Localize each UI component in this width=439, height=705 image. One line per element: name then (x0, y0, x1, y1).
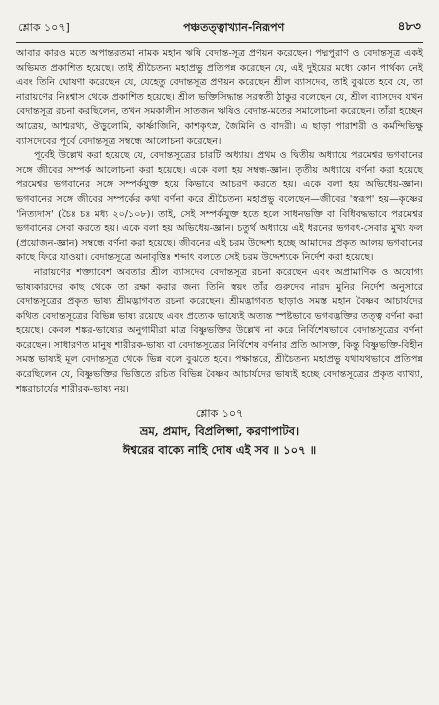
verse-block (16, 405, 423, 460)
chapter-title: পঞ্চতত্ত্বাখ্যান-নিরূপণ (183, 21, 285, 34)
verse-label: শ্লোক ১০৭ (195, 407, 244, 421)
paragraph-1: আবার কারও মতে অপান্তরতমা নামক মহান ঋষি বেদান্ত-সূত্র প্রণয়ন করেছেন। পদ্মপুরাণ ও বেদান্তসূত্র একই অভিমত প্রকাশিত হয়েছে। তাই শ্রীচৈতন্য মহাপ্রভু প্রতিপন্ন করেছেন যে, এই দুইয়ের মধ্যে কোন পার্থক্য নেই এবং তিনি ঘোষণা করেছেন যে, যেহেতু বেদান্তসূত্র প্রণয়ন করেছেন শ্রীল ব্যাসদেব, তাই বুঝতে হবে যে, তা নারায়ণের নিঃশ্বাস থেকে প্রকাশিত হয়েছে। শ্রীল ভক্তিসিদ্ধান্ত সরস্বতী ঠাকুর বলেছেন যে, শ্রীল ব্যাসদেব যখন বেদান্তসূত্র রচনা করছিলেন, তখন সমকালীন সাতজন ঋষিও বেদান্ত-মতের সমালোচনা করেছেন। তাঁরা হচ্ছেন আত্রেয়, আশ্মরথ্য, ঔড়ুলোমি, কার্ষ্ণাজিনি, কাশকৃৎস্ন, জৈমিনি ও বাদরী। এ ছাড়া পারাশরী ও কর্মন্দিভিক্ষু ব্যাসদেবের পূর্বে বেদান্তসূত্র সম্বন্ধে আলোচনা করেছেন। (16, 48, 423, 147)
header-divider (16, 42, 423, 43)
verse-line-2: ঈশ্বরের বাক্যে নাহি দোষ এই সব ॥ ১০৭ ॥ (122, 443, 317, 458)
paragraph-3: নারায়ণের শক্ত্যাবেশ অবতার শ্রীল ব্যাসদেব বেদান্তসূত্র রচনা করেছেন এবং অপ্রামাণিক ও অযোগ্য ভাষ্যকারদের কাছ থেকে তা রক্ষা করার জন্য তিনি স্বয়ং তাঁর গুরুদেব নারদ মুনির নির্দেশ অনুসারে বেদান্তসূত্রের প্রকৃত ভাষ্য শ্রীমদ্ভাগবত রচনা করেছেন। শ্রীমদ্ভাগবত ছাড়াও সমস্ত মহান বৈষ্ণব আচার্যদের কথিত বেদান্তসূত্রের বিভিন্ন ভাষ্য রয়েছে এবং প্রত্যেক ভাষ্যেই অত্যন্ত স্পষ্টভাবে ভগবদ্ভক্তির তত্ত্ব বর্ণনা করা হয়েছে। কেবল শঙ্কর-ভাষ্যের অনুগামীরা মাত্র বিষ্ণুভক্তির উল্লেখ না করে নির্বিশেষভাবে বেদান্তসূত্রের বর্ণনা করেছেন। সাধারণত মানুষ শারীরক-ভাষ্য বা বেদান্তসূত্রের নির্বিশেষ বর্ণনার প্রতি আসক্ত, কিন্তু বিষ্ণুভক্তি-বিহীন সমস্ত ভাষ্যই মূল বেদান্তসূত্র থেকে ভিন্ন বলে বুঝতে হবে। পক্ষান্তরে, শ্রীচৈতন্য মহাপ্রভু যথাযথভাবে প্রতিপন্ন করেছিলেন যে, বিষ্ণুভক্তির ভিত্তিতে রচিত বিভিন্ন বৈষ্ণব আচার্যদের ভাষ্যই হচ্ছে বেদান্তসূত্রের প্রকৃত ব্যাখ্যা, শঙ্করাচার্যের শারীরক-ভাষ্য নয়। (16, 266, 423, 395)
page-number: ৪৮৩ (397, 19, 421, 33)
page-header (16, 18, 423, 42)
verse-reference: শ্লোক ১০৭] (18, 21, 70, 34)
body-text (16, 47, 423, 397)
paragraph-2: পূর্বেই উল্লেখ করা হয়েছে যে, বেদান্তসূত্রের চারটি অধ্যায়। প্রথম ও দ্বিতীয় অধ্যায়ে পরমেশ্বর ভগবানের সঙ্গে জীবের সম্পর্ক আলোচনা করা হয়েছে। একে বলা হয় সম্বন্ধ-জ্ঞান। তৃতীয় অধ্যায়ে বর্ণনা করা হয়েছে পরমেশ্বর ভগবানের সঙ্গে সম্পর্কযুক্ত হয়ে কিভাবে আচরণ করতে হয়। একে বলা হয় অভিধেয়-জ্ঞান। ভগবানের সঙ্গে জীবের সম্পর্কের কথা বর্ণনা করে শ্রীচৈতন্য মহাপ্রভু বলেছেন—জীবের 'স্বরূপ' হয়—কৃষ্ণের 'নিত্যদাস' (চৈঃ চঃ মধ্য ২০/১০৮)। তাই, সেই সম্পর্কযুক্ত হতে হলে সাধনভক্তি বা বিধিবদ্ধভাবে পরমেশ্বর ভগবানের সেবা করতে হয়। একে বলা হয় অভিধেয়-জ্ঞান। চতুর্থ অধ্যায়ে এই ধরনের ভগবৎ-সেবার মুখ্য ফল (প্রয়োজন-জ্ঞান) সম্বন্ধে বর্ণনা করা হয়েছে। জীবনের এই চরম উদ্দেশ্য হচ্ছে আমাদের প্রকৃত আলয় ভগবানের কাছে ফিরে যাওয়া। বেদান্তসূত্রে অনাবৃত্তিঃ শব্দাৎ বলতে সেই চরম উদ্দেশ্যকে নির্দেশ করা হয়েছে। (16, 150, 423, 264)
verse-line-1: ভ্রম, প্রমাদ, বিপ্রলিপ্সা, করণাপাটব। (139, 424, 300, 439)
